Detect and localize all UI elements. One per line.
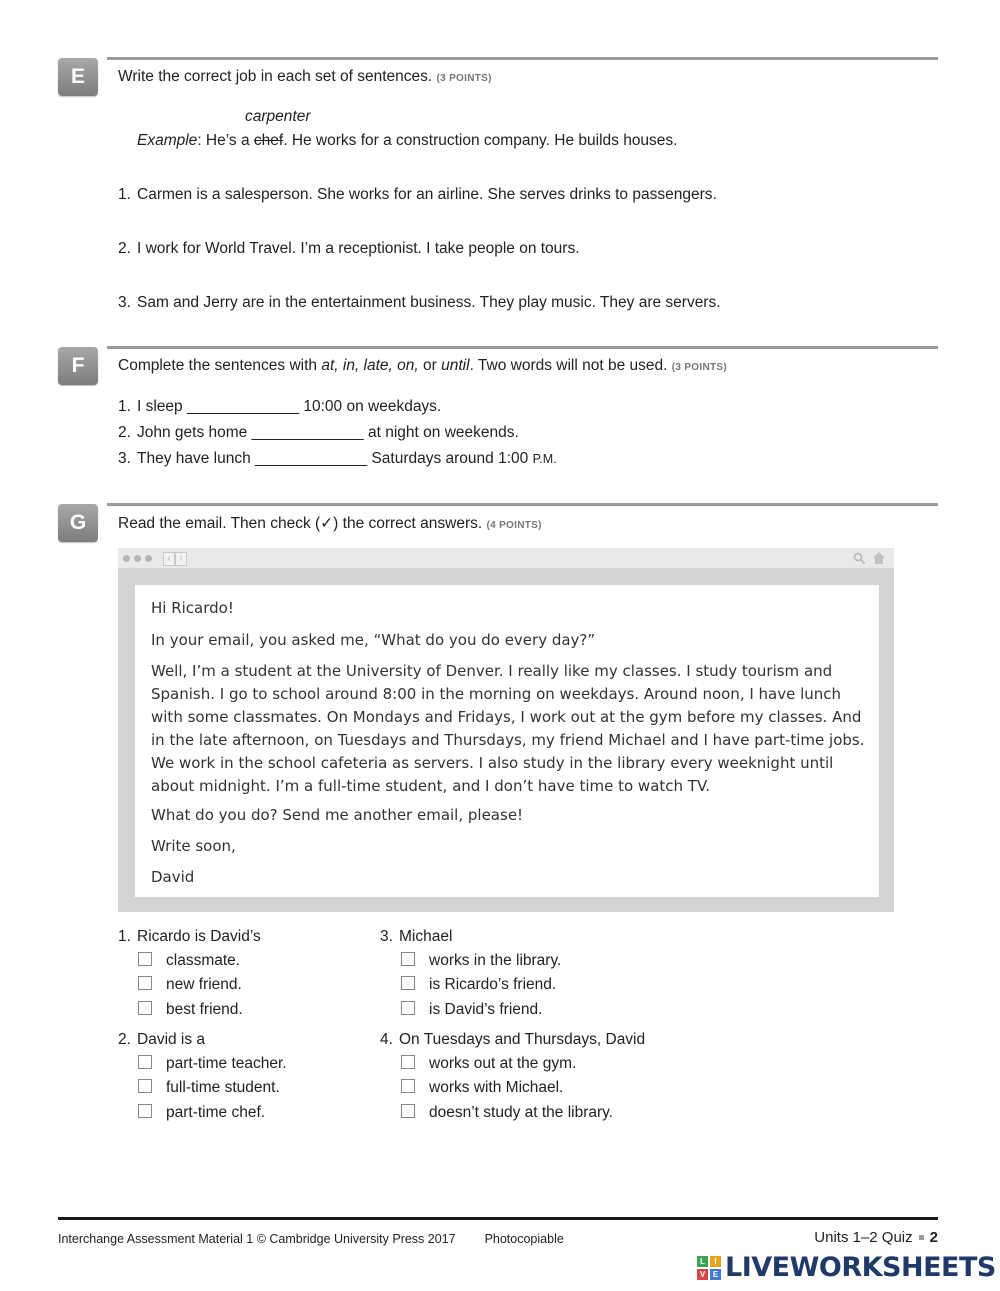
item-text: Sam and Jerry are in the entertainment business. They play music. They are servers. <box>137 294 721 311</box>
instruction-or: or <box>418 357 442 374</box>
section-f-badge: F <box>58 347 98 385</box>
checkbox-icon[interactable] <box>401 952 415 966</box>
separator-square-icon <box>919 1235 924 1240</box>
question-4-option-1: works out at the gym. <box>429 1055 577 1072</box>
question-text: David is a <box>137 1031 206 1048</box>
section-e-instruction <box>118 68 492 86</box>
word-list: at, in, late, on, <box>321 357 419 374</box>
footer-quiz-title: Units 1–2 Quiz <box>814 1229 913 1246</box>
footer-credit <box>58 1232 564 1246</box>
email-signature: David <box>151 868 195 886</box>
item-pre: John gets home <box>137 424 252 441</box>
checkbox-icon[interactable] <box>138 952 152 966</box>
checkbox-icon[interactable] <box>401 976 415 990</box>
section-g-badge: G <box>58 504 98 542</box>
section-e-badge: E <box>58 58 98 96</box>
section-g-rule <box>107 503 938 506</box>
example-label: Example <box>137 132 198 149</box>
footer-photocopiable: Photocopiable <box>484 1232 564 1246</box>
question-1 <box>118 928 261 946</box>
email-body <box>135 585 879 897</box>
section-g-instruction-text: Read the email. Then check (✓) the correct answers. <box>118 515 483 532</box>
instruction-post: . Two words will not be used. <box>469 357 668 374</box>
question-text: Ricardo is David’s <box>137 928 261 945</box>
item-post: Saturdays around 1:00 <box>367 450 533 467</box>
checkbox-icon[interactable] <box>401 1055 415 1069</box>
item-number: 3. <box>118 450 131 467</box>
checkbox-icon[interactable] <box>138 1104 152 1118</box>
instruction-pre: Complete the sentences with <box>118 357 322 374</box>
question-1-option-2: new friend. <box>166 976 242 993</box>
home-icon <box>872 551 886 565</box>
question-text: Michael <box>399 928 453 945</box>
question-4 <box>380 1031 645 1049</box>
section-e-item-2 <box>118 240 580 258</box>
answer-blank[interactable]: _____________ <box>251 424 364 441</box>
email-greeting: Hi Ricardo! <box>151 599 234 617</box>
back-arrow-icon: ‹ <box>163 552 175 566</box>
item-post: 10:00 on weekdays. <box>299 398 442 415</box>
question-4-option-3: doesn’t study at the library. <box>429 1104 614 1121</box>
item-post: at night on weekends. <box>363 424 519 441</box>
item-number: 2. <box>118 424 131 441</box>
answer-blank[interactable]: _____________ <box>186 398 300 415</box>
section-e-item-1 <box>118 186 717 204</box>
section-g-instruction <box>118 514 542 533</box>
example-post: . He works for a construction company. He builds houses. <box>283 132 678 149</box>
item-pre: They have lunch <box>137 450 256 467</box>
item-pre: I sleep <box>137 398 187 415</box>
question-2-option-3: part-time chef. <box>166 1104 266 1121</box>
section-e-points: (3 POINTS) <box>436 73 492 84</box>
logo-text: LIVEWORKSHEETS <box>725 1252 996 1283</box>
section-e-instruction-text: Write the correct job in each set of sentences. <box>118 68 433 85</box>
question-2 <box>118 1031 205 1049</box>
section-f-rule <box>107 346 938 349</box>
question-number: 3. <box>380 928 393 945</box>
question-3-option-2: is Ricardo’s friend. <box>429 976 557 993</box>
checkbox-icon[interactable] <box>401 1001 415 1015</box>
section-f-points: (3 POINTS) <box>671 362 727 373</box>
example-correction: carpenter <box>245 108 311 125</box>
time-suffix: P.M. <box>532 452 557 466</box>
window-dots-icon <box>134 555 141 562</box>
section-e-item-3 <box>118 294 721 312</box>
email-window-toolbar <box>118 548 894 568</box>
section-f-instruction <box>118 357 727 375</box>
checkbox-icon[interactable] <box>138 1079 152 1093</box>
question-number: 4. <box>380 1031 393 1048</box>
example-pre: : He’s a <box>197 132 254 149</box>
question-text: On Tuesdays and Thursdays, David <box>399 1031 646 1048</box>
item-number: 2. <box>118 240 131 257</box>
email-paragraph-1: In your email, you asked me, “What do you do every day?” <box>151 631 596 649</box>
example-struck-word: chef <box>253 132 284 149</box>
question-3 <box>380 928 452 946</box>
item-number: 1. <box>118 398 131 415</box>
question-4-option-2: works with Michael. <box>429 1079 564 1096</box>
footer-rule <box>58 1217 938 1220</box>
email-window <box>118 548 894 912</box>
section-f-item-3 <box>118 450 557 468</box>
question-number: 1. <box>118 928 131 945</box>
email-paragraph-2: Well, I’m a student at the University of Denver. I really like my classes. I study tourism and Spanish. I go to school around 8:00 in the morning on weekdays. Around noon, I have lunch with some classmates. On Mondays and Fridays, I work out at the gym before my classes. And in the late afternoon, on Tuesdays and Thursdays, my friend Michael and I have part-time jobs. We work in the school cafeteria as servers. I also study in the library every weeknight until about midnight. I’m a full-time student, and I don’t have time to watch TV. <box>151 662 865 795</box>
checkbox-icon[interactable] <box>401 1104 415 1118</box>
question-number: 2. <box>118 1031 131 1048</box>
logo-cube: E <box>710 1269 721 1280</box>
checkbox-icon[interactable] <box>138 1055 152 1069</box>
section-f-item-2 <box>118 424 519 442</box>
question-3-option-3: is David’s friend. <box>429 1001 543 1018</box>
window-dots-icon <box>145 555 152 562</box>
email-paragraph-3: What do you do? Send me another email, please! <box>151 806 524 824</box>
question-1-option-3: best friend. <box>166 1001 243 1018</box>
logo-cube: V <box>697 1269 708 1280</box>
answer-blank[interactable]: _____________ <box>255 450 368 467</box>
item-number: 3. <box>118 294 131 311</box>
example-sentence <box>137 132 677 150</box>
question-2-option-2: full-time student. <box>166 1079 280 1096</box>
checkbox-icon[interactable] <box>401 1079 415 1093</box>
item-number: 1. <box>118 186 131 203</box>
question-2-option-1: part-time teacher. <box>166 1055 287 1072</box>
logo-cubes-icon <box>697 1256 723 1282</box>
question-3-option-1: works in the library. <box>429 952 562 969</box>
section-e-rule <box>107 57 938 60</box>
footer-page-info <box>814 1229 938 1246</box>
question-1-option-1: classmate. <box>166 952 241 969</box>
word-until: until <box>441 357 470 374</box>
search-icon <box>853 552 866 565</box>
footer-copyright: Interchange Assessment Material 1 © Cambridge University Press 2017 <box>58 1232 456 1246</box>
footer-page-number: 2 <box>929 1229 938 1246</box>
logo-cube: L <box>697 1256 708 1267</box>
item-text: Carmen is a salesperson. She works for an airline. She serves drinks to passengers. <box>137 186 717 203</box>
forward-arrow-icon: › <box>175 552 187 566</box>
item-text: I work for World Travel. I’m a receptionist. I take people on tours. <box>137 240 580 257</box>
logo-cube: I <box>710 1256 721 1267</box>
checkbox-icon[interactable] <box>138 976 152 990</box>
email-closing: Write soon, <box>151 837 236 855</box>
section-g-points: (4 POINTS) <box>486 520 542 531</box>
section-f-item-1 <box>118 398 441 416</box>
checkbox-icon[interactable] <box>138 1001 152 1015</box>
window-dots-icon <box>123 555 130 562</box>
